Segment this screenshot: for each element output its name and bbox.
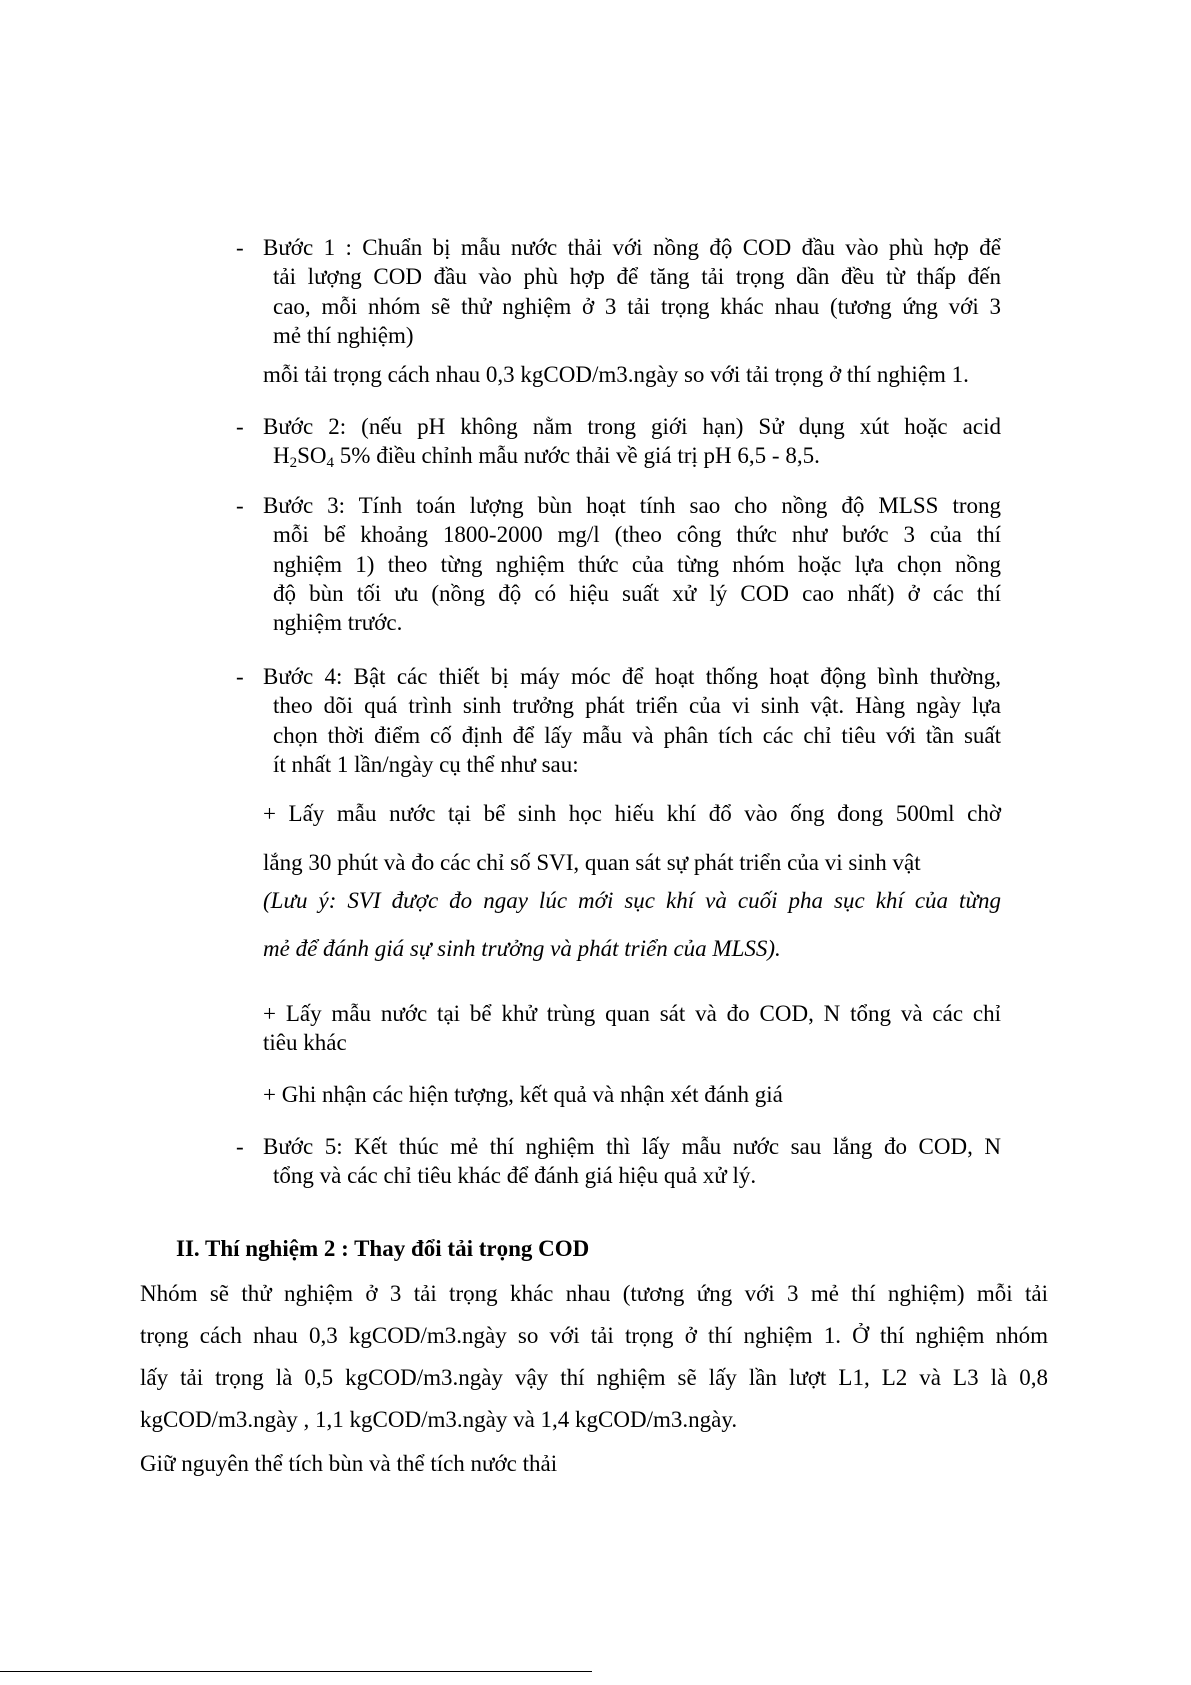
step-4-sub-5: + Ghi nhận các hiện tượng, kết quả và nhận xét đánh giá xyxy=(263,1082,783,1107)
section-paragraph-line-3: lấy tải trọng là 0,5 kgCOD/m3.ngày vậy thí nghiệm sẽ lấy lần lượt L1, L2 và L3 là 0,8 xyxy=(140,1365,1048,1390)
step-4-dash: - xyxy=(236,664,244,689)
section-paragraph-line-1: Nhóm sẽ thử nghiệm ở 3 tải trọng khác nhau (tương ứng với 3 mẻ thí nghiệm) mỗi tải xyxy=(140,1281,1048,1306)
step-1-line-3: cao, mỗi nhóm sẽ thử nghiệm ở 3 tải trọng khác nhau (tương ứng với 3 xyxy=(273,294,1001,319)
step-1-dash: - xyxy=(236,235,244,260)
section-last-line: Giữ nguyên thể tích bùn và thể tích nước thải xyxy=(140,1451,558,1476)
step-4-line-1: Bước 4: Bật các thiết bị máy móc để hoạt thống hoạt động bình thường, xyxy=(263,664,1001,689)
step-1-line-1: Bước 1 : Chuẩn bị mẫu nước thải với nồng độ COD đầu vào phù hợp để xyxy=(263,235,1001,260)
section-paragraph-line-4: kgCOD/m3.ngày , 1,1 kgCOD/m3.ngày và 1,4 kgCOD/m3.ngày. xyxy=(140,1407,738,1432)
step-4-note-1: (Lưu ý: SVI được đo ngay lúc mới sục khí và cuối pha sục khí của từng xyxy=(263,888,1001,913)
step-3-line-3: nghiệm 1) theo từng nghiệm thức của từng nhóm hoặc lựa chọn nồng xyxy=(273,552,1001,577)
step-5-dash: - xyxy=(236,1134,244,1159)
step-3-line-1: Bước 3: Tính toán lượng bùn hoạt tính sao cho nồng độ MLSS trong xyxy=(263,493,1001,518)
step-4-line-3: chọn thời điểm cố định để lấy mẫu và phân tích các chỉ tiêu với tần suất xyxy=(273,723,1001,748)
step-3-line-4: độ bùn tối ưu (nồng độ có hiệu suất xử lý COD cao nhất) ở các thí xyxy=(273,581,1001,606)
footer-rule xyxy=(0,1671,592,1672)
step-2-dash: - xyxy=(236,414,244,439)
step-4-line-4: ít nhất 1 lần/ngày cụ thể như sau: xyxy=(273,752,579,777)
section-paragraph-line-2: trọng cách nhau 0,3 kgCOD/m3.ngày so với tải trọng ở thí nghiệm 1. Ở thí nghiệm nhóm xyxy=(140,1323,1048,1348)
step-4-sub-1: + Lấy mẫu nước tại bể sinh học hiếu khí đổ vào ống đong 500ml chờ xyxy=(263,801,1001,826)
step-1-line-2: tải lượng COD đầu vào phù hợp để tăng tải trọng dần đều từ thấp đến xyxy=(273,264,1001,289)
step-3-line-5: nghiệm trước. xyxy=(273,610,403,635)
step-4-sub-4: tiêu khác xyxy=(263,1030,347,1055)
step-5-line-1: Bước 5: Kết thúc mẻ thí nghiệm thì lấy mẫu nước sau lắng đo COD, N xyxy=(263,1134,1001,1159)
chem-formula: $H_2SO_4$ xyxy=(273,443,335,471)
step-5-line-2: tổng và các chỉ tiêu khác để đánh giá hiệu quả xử lý. xyxy=(273,1163,757,1188)
step-4-sub-2: lắng 30 phút và đo các chỉ số SVI, quan sát sự phát triển của vi sinh vật xyxy=(263,850,921,875)
step-2-line-2: $H_2SO_4$ 5% điều chỉnh mẫu nước thải về giá trị pH 6,5 - 8,5. xyxy=(273,443,820,471)
section-heading: II. Thí nghiệm 2 : Thay đổi tải trọng COD xyxy=(176,1236,590,1261)
step-3-line-2: mỗi bể khoảng 1800-2000 mg/l (theo công thức như bước 3 của thí xyxy=(273,522,1001,547)
step-4-line-2: theo dõi quá trình sinh trưởng phát triển của vi sinh vật. Hàng ngày lựa xyxy=(273,693,1001,718)
step-4-sub-3: + Lấy mẫu nước tại bể khử trùng quan sát và đo COD, N tổng và các chỉ xyxy=(263,1001,1001,1026)
step-1-line-4: mẻ thí nghiệm) xyxy=(273,323,414,348)
step-2-line-1: Bước 2: (nếu pH không nằm trong giới hạn) Sử dụng xút hoặc acid xyxy=(263,414,1001,439)
step-1-extra: mỗi tải trọng cách nhau 0,3 kgCOD/m3.ngày so với tải trọng ở thí nghiệm 1. xyxy=(263,362,969,387)
step-4-note-2: mẻ để đánh giá sự sinh trưởng và phát triển của MLSS). xyxy=(263,936,781,961)
step-3-dash: - xyxy=(236,493,244,518)
